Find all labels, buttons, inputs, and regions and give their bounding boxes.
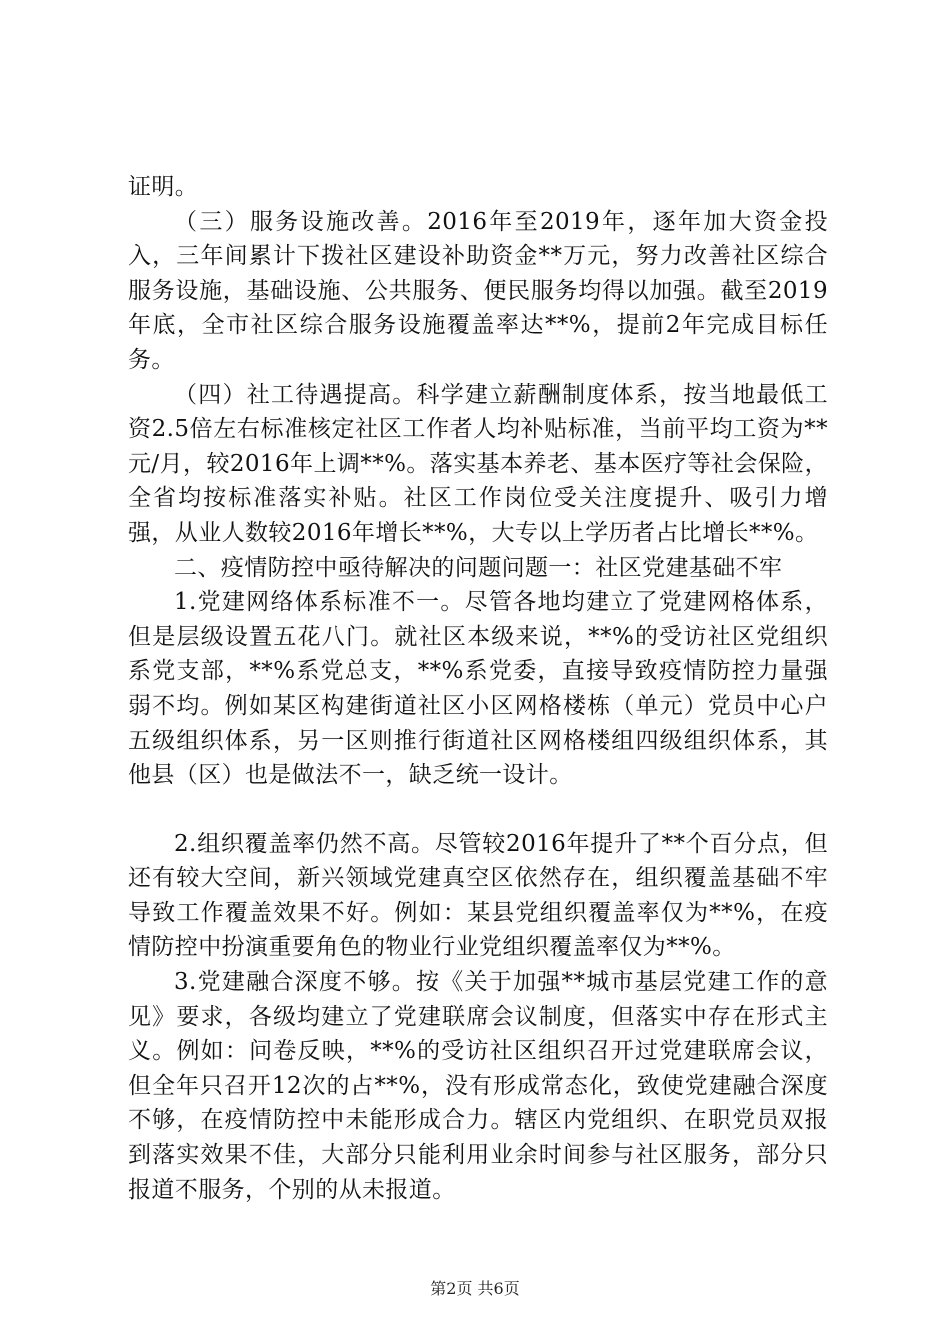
page-footer: 第2页 共6页 bbox=[430, 1279, 520, 1298]
section-heading-problems: 二、疫情防控中亟待解决的问题问题一：社区党建基础不牢 bbox=[174, 554, 783, 581]
paragraph-integration-depth: 3.党建融合深度不够。按《关于加强**城市基层党建工作的意见》要求，各级均建立了党建联席会议制度，但落实中存在形式主义。例如：问卷反映，**%的受访社区组织召开过党建联席会议，但全年只召开12次的占**%，没有形成常态化，致使党建融合深度不够，在疫情防控中未能形成合力。辖区内党组织、在职党员双报到落实效果不佳，大部分只能利用业余时间参与社区服务，部分只报道不服务，个别的从未报道。 bbox=[128, 969, 828, 1203]
paragraph-social-worker-pay: （四）社工待遇提高。科学建立薪酬制度体系，按当地最低工资2.5倍左右标准核定社区工作者人均补贴标准，当前平均工资为**元/月，较2016年上调**%。落实基本养老、基本医疗等社会保险，全省均按标准落实补贴。社区工作岗位受关注度提升、吸引力增强，从业人数较2016年增长**%，大专以上学历者占比增长**%。 bbox=[128, 381, 828, 546]
document-body bbox=[128, 170, 828, 1207]
paragraph-network-standards: 1.党建网络体系标准不一。尽管各地均建立了党建网格体系，但是层级设置五花八门。就社区本级来说，**%的受访社区党组织系党支部，**%系党总支，**%系党委，直接导致疫情防控力量强弱不均。例如某区构建街道社区小区网格楼栋（单元）党员中心户五级组织体系，另一区则推行街道社区网格楼组四级组织体系，其他县（区）也是做法不一，缺乏统一设计。 bbox=[128, 589, 828, 789]
paragraph-continuation: 证明。 bbox=[128, 174, 199, 200]
paragraph-coverage-rate: 2.组织覆盖率仍然不高。尽管较2016年提升了**个百分点，但还有较大空间，新兴领域党建真空区依然存在，组织覆盖基础不牢导致工作覆盖效果不好。例如：某县党组织覆盖率仅为**%，在疫情防控中扮演重要角色的物业行业党组织覆盖率仅为**%。 bbox=[128, 830, 828, 961]
paragraph-service-facilities: （三）服务设施改善。2016年至2019年，逐年加大资金投入，三年间累计下拨社区建设补助资金**万元，努力改善社区综合服务设施，基础设施、公共服务、便民服务均得以加强。截至2019年底，全市社区综合服务设施覆盖率达**%，提前2年完成目标任务。 bbox=[128, 208, 828, 373]
paragraph-gap bbox=[128, 793, 828, 827]
